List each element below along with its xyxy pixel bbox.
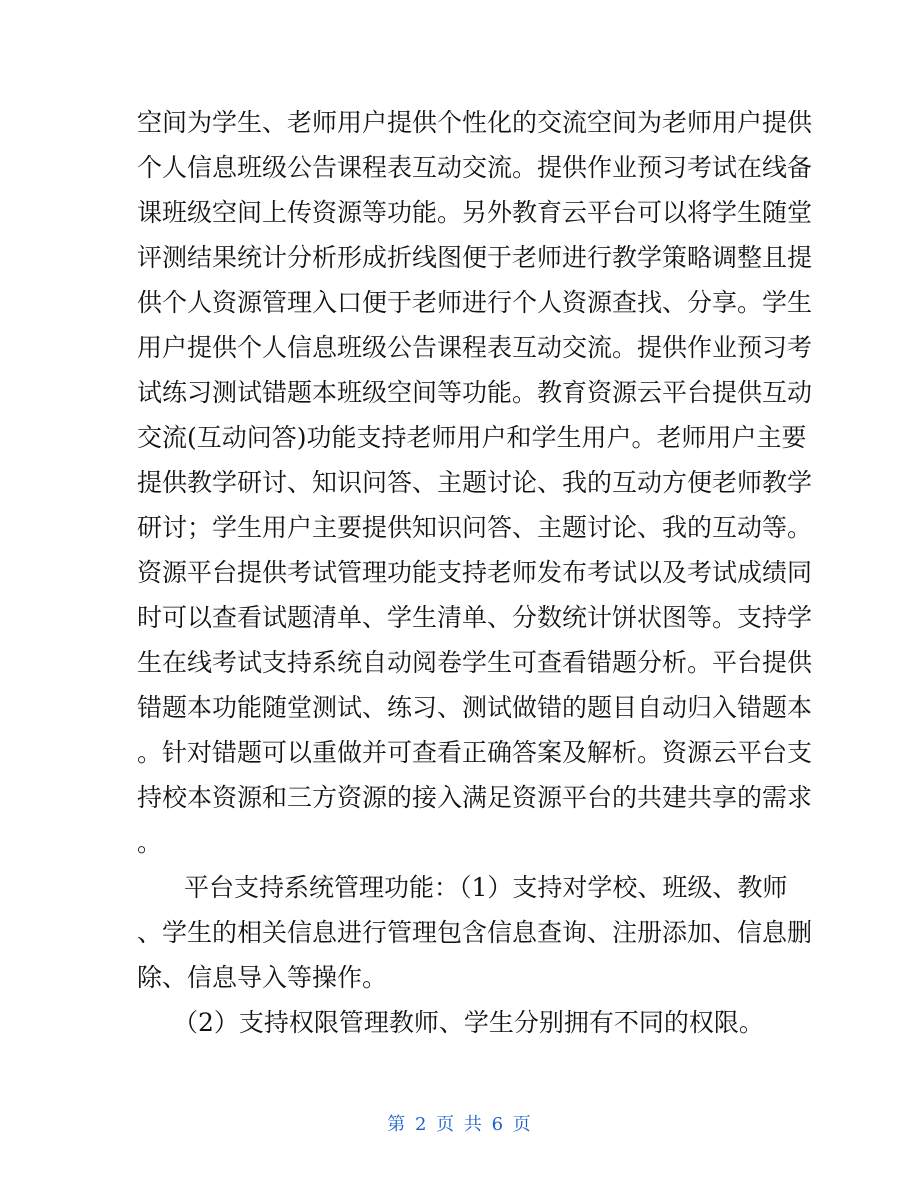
paragraph-start-line: （2）支持权限管理教师、学生分别拥有不同的权限。	[173, 1008, 764, 1037]
paragraph-start-line: 平台支持系统管理功能：（1）支持对学校、班级、教师	[184, 873, 788, 902]
text-line: 生在线考试支持系统自动阅卷学生可查看错题分析。平台提供	[137, 648, 813, 677]
page-number-footer: 第 2 页 共 6 页	[387, 1114, 533, 1135]
body-text	[137, 100, 813, 1045]
text-line: 交流(互动问答)功能支持老师用户和学生用户。老师用户主要	[137, 423, 807, 452]
text-line: 、学生的相关信息进行管理包含信息查询、注册添加、信息删	[137, 918, 813, 947]
text-line: 除、信息导入等操作。	[137, 963, 388, 992]
text-line: 供个人资源管理入口便于老师进行个人资源查找、分享。学生	[137, 288, 813, 317]
text-line: 。针对错题可以重做并可查看正确答案及解析。资源云平台支	[137, 738, 813, 767]
text-line: 资源平台提供考试管理功能支持老师发布考试以及考试成绩同	[137, 558, 813, 587]
text-line: 评测结果统计分析形成折线图便于老师进行教学策略调整且提	[137, 243, 813, 272]
text-line: 个人信息班级公告课程表互动交流。提供作业预习考试在线备	[137, 153, 813, 182]
text-line: 试练习测试错题本班级空间等功能。教育资源云平台提供互动	[137, 378, 813, 407]
text-line: 。	[137, 828, 163, 857]
text-line: 提供教学研讨、知识问答、主题讨论、我的互动方便老师教学	[137, 468, 813, 497]
text-line: 课班级空间上传资源等功能。另外教育云平台可以将学生随堂	[137, 198, 813, 227]
text-line: 时可以查看试题清单、学生清单、分数统计饼状图等。支持学	[137, 603, 813, 632]
text-line: 持校本资源和三方资源的接入满足资源平台的共建共享的需求	[137, 783, 813, 812]
text-line: 错题本功能随堂测试、练习、测试做错的题目自动归入错题本	[137, 693, 813, 722]
text-line: 研讨；学生用户主要提供知识问答、主题讨论、我的互动等。	[137, 513, 813, 542]
text-line: 空间为学生、老师用户提供个性化的交流空间为老师用户提供	[137, 108, 813, 137]
text-line: 用户提供个人信息班级公告课程表互动交流。提供作业预习考	[137, 333, 813, 362]
